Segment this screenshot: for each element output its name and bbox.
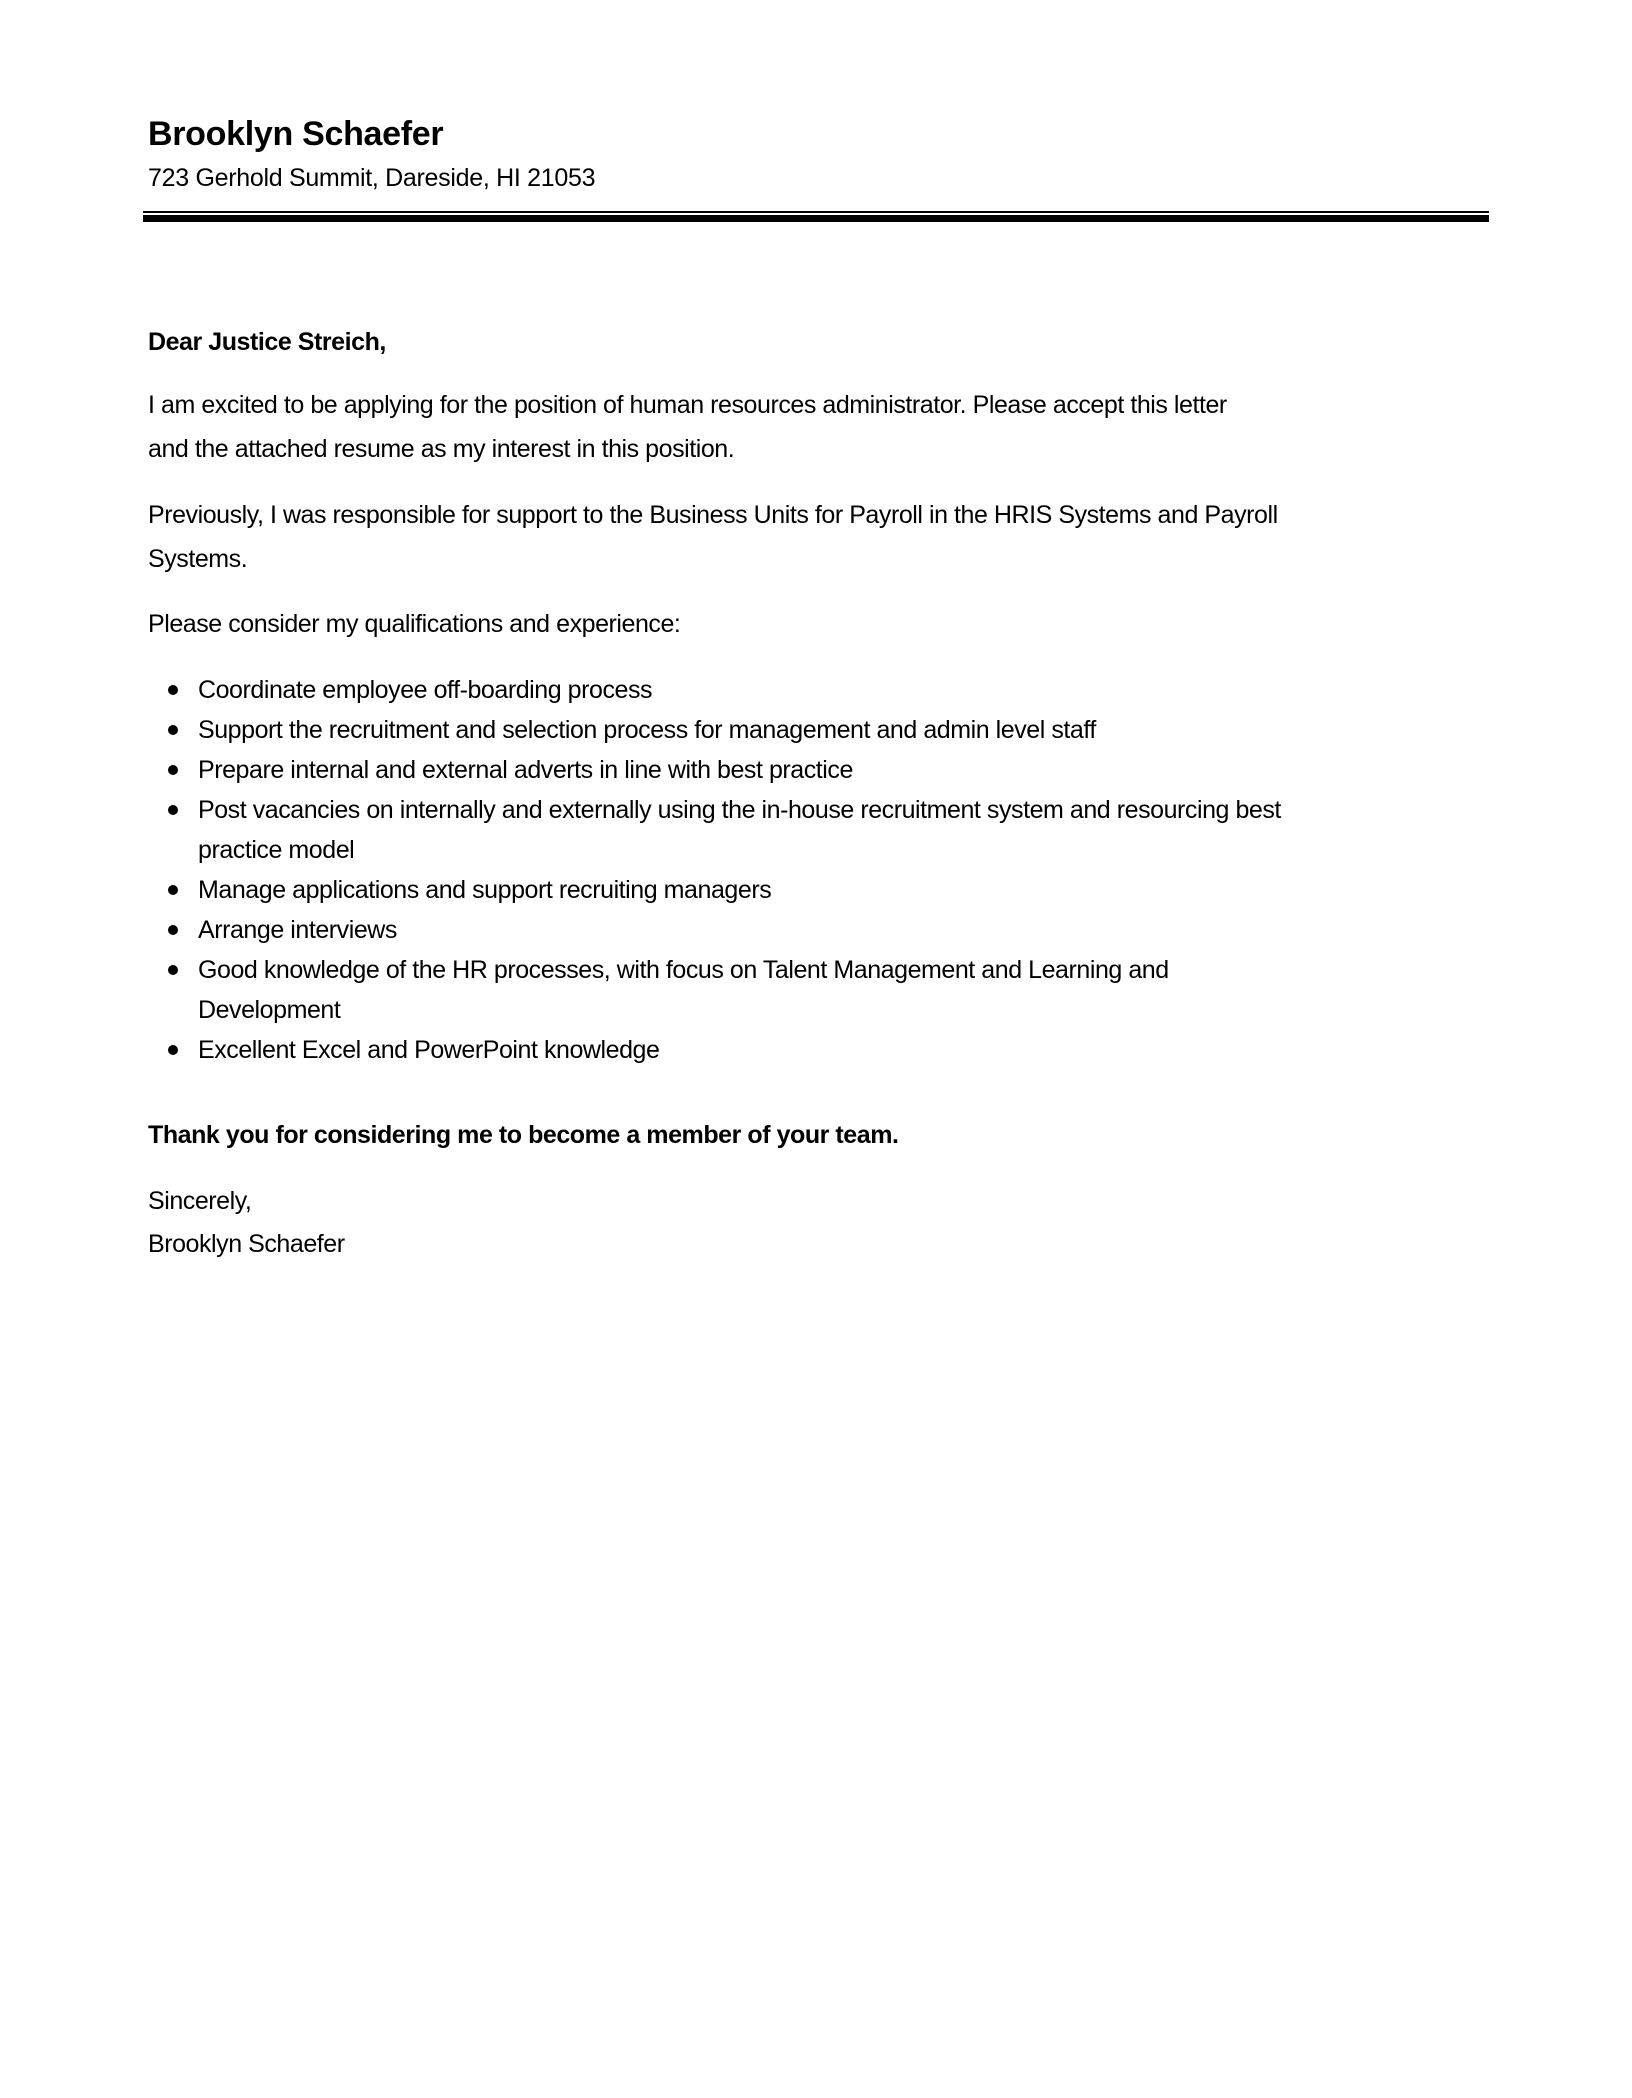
list-item-text: Arrange interviews bbox=[198, 916, 397, 944]
bullet-icon bbox=[168, 885, 178, 895]
list-item-text: Good knowledge of the HR processes, with focus on Talent Management and Learning and bbox=[198, 956, 1169, 984]
paragraph-line: Systems. bbox=[148, 545, 248, 573]
salutation: Dear Justice Streich, bbox=[148, 328, 386, 356]
qualifications-intro: Please consider my qualifications and experience: bbox=[148, 610, 681, 638]
bullet-icon bbox=[168, 925, 178, 935]
closing-statement: Thank you for considering me to become a member of your team. bbox=[148, 1121, 899, 1149]
list-item-text: Post vacancies on internally and externally using the in-house recruitment system and resourcing best bbox=[198, 796, 1281, 824]
bullet-icon bbox=[168, 725, 178, 735]
sender-name: Brooklyn Schaefer bbox=[148, 115, 444, 153]
list-item-text: Development bbox=[198, 996, 341, 1024]
paragraph-line: Previously, I was responsible for support to the Business Units for Payroll in the HRIS Systems and Payroll bbox=[148, 501, 1278, 529]
header-rule-thin bbox=[143, 211, 1489, 213]
list-item-text: Manage applications and support recruiting managers bbox=[198, 876, 772, 904]
bullet-icon bbox=[168, 685, 178, 695]
bullet-icon bbox=[168, 765, 178, 775]
list-item-text: practice model bbox=[198, 836, 355, 864]
list-item-text: Prepare internal and external adverts in line with best practice bbox=[198, 756, 853, 784]
paragraph-line: and the attached resume as my interest in this position. bbox=[148, 435, 735, 463]
paragraph-line: I am excited to be applying for the position of human resources administrator. Please accept this letter bbox=[148, 391, 1227, 419]
bullet-icon bbox=[168, 1045, 178, 1055]
sign-off: Sincerely, bbox=[148, 1187, 252, 1215]
list-item-text: Support the recruitment and selection process for management and admin level staff bbox=[198, 716, 1096, 744]
list-item-text: Excellent Excel and PowerPoint knowledge bbox=[198, 1036, 660, 1064]
header-rule-thick bbox=[143, 215, 1489, 222]
signature: Brooklyn Schaefer bbox=[148, 1230, 345, 1258]
sender-address: 723 Gerhold Summit, Dareside, HI 21053 bbox=[148, 164, 596, 192]
list-item-text: Coordinate employee off-boarding process bbox=[198, 676, 653, 704]
bullet-icon bbox=[168, 965, 178, 975]
bullet-icon bbox=[168, 805, 178, 815]
